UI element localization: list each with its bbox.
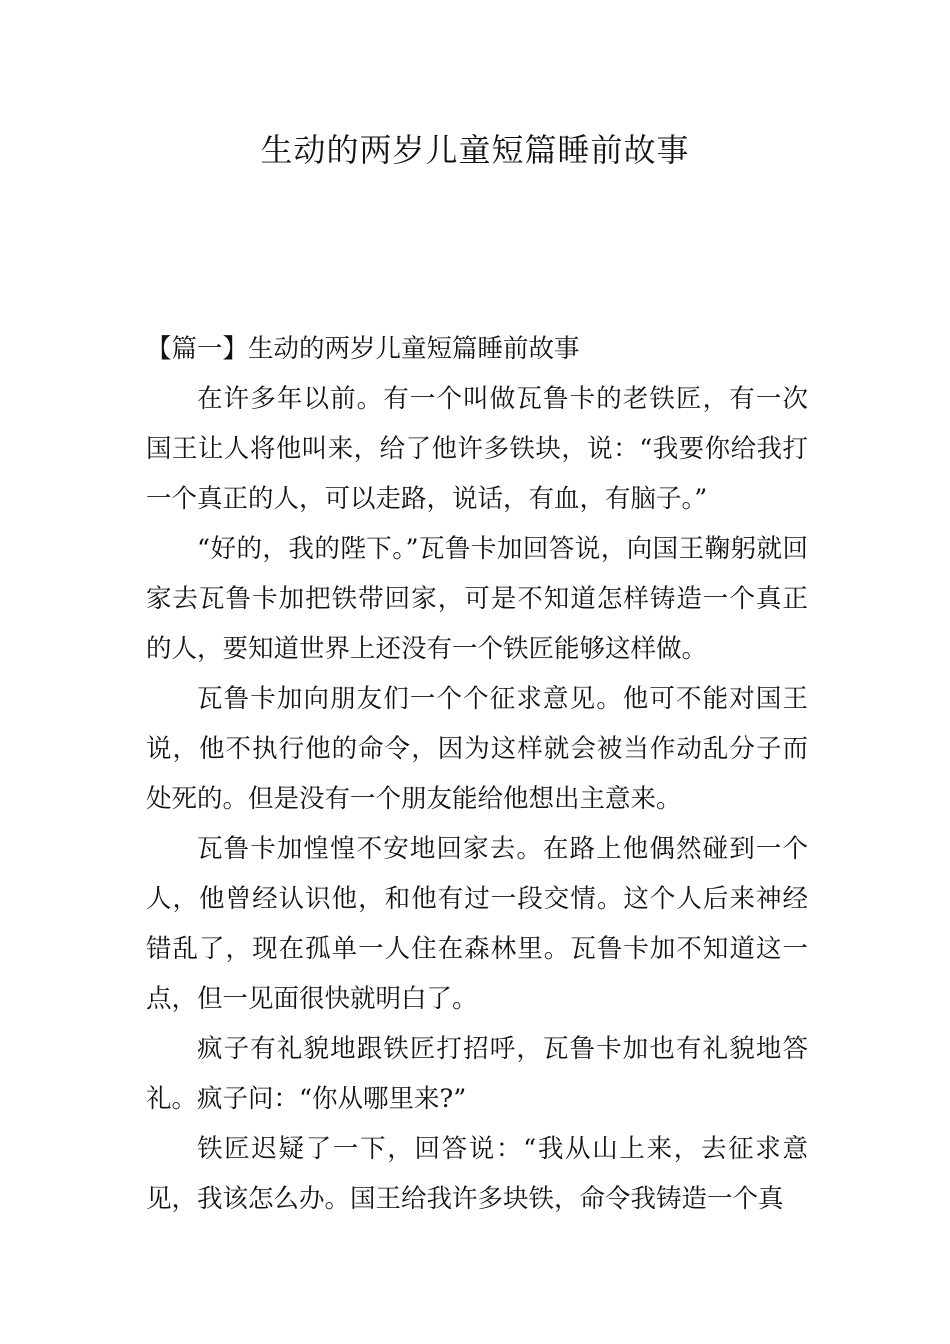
paragraph: 疯子有礼貌地跟铁匠打招呼，瓦鲁卡加也有礼貌地答礼。疯子问：“你从哪里来?”	[146, 1034, 808, 1114]
paragraph: 铁匠迟疑了一下，回答说：“我从山上来，去征求意见，我该怎么办。国王给我许多块铁，命令我铸造一个真	[146, 1134, 808, 1214]
document-title: 生动的两岁儿童短篇睡前故事	[260, 131, 690, 169]
paragraph: 瓦鲁卡加惶惶不安地回家去。在路上他偶然碰到一个人，他曾经认识他，和他有过一段交情。这个人后来神经错乱了，现在孤单一人住在森林里。瓦鲁卡加不知道这一点，但一见面很快就明白了。	[146, 834, 808, 1014]
paragraph: 在许多年以前。有一个叫做瓦鲁卡的老铁匠，有一次国王让人将他叫来，给了他许多铁块，说：“我要你给我打一个真正的人，可以走路，说话，有血，有脑子。”	[146, 384, 808, 514]
document-body	[146, 324, 808, 1224]
paragraph: “好的，我的陛下。”瓦鲁卡加回答说，向国王鞠躬就回家去瓦鲁卡加把铁带回家，可是不知道怎样铸造一个真正的人，要知道世界上还没有一个铁匠能够这样做。	[146, 534, 808, 664]
section-heading: 【篇一】生动的两岁儿童短篇睡前故事	[146, 334, 580, 364]
paragraph: 瓦鲁卡加向朋友们一个个征求意见。他可不能对国王说，他不执行他的命令，因为这样就会被当作动乱分子而处死的。但是没有一个朋友能给他想出主意来。	[146, 684, 808, 814]
